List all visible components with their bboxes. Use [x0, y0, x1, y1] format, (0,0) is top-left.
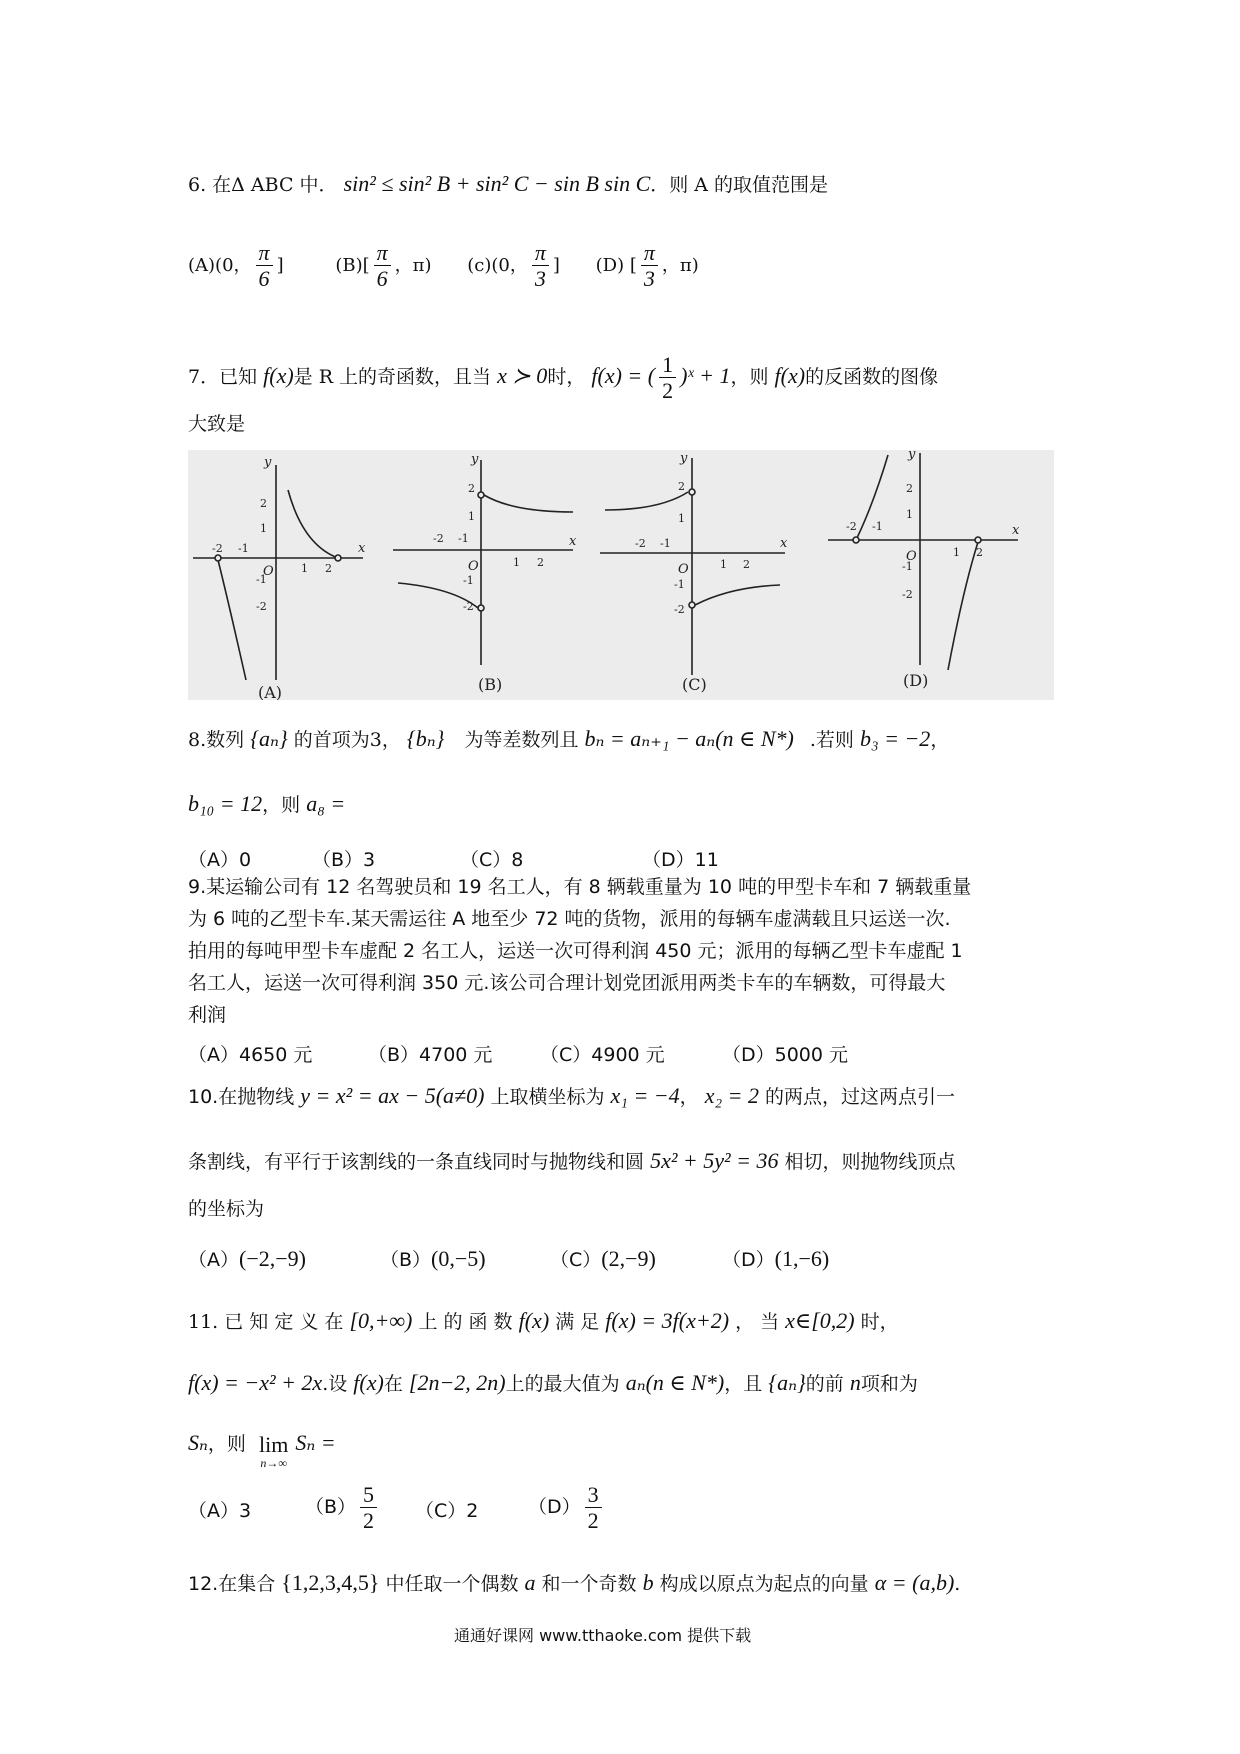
q11-interval: [2n−2, 2n) — [408, 1370, 506, 1395]
q11-option-a: （A）3 — [188, 1500, 252, 1522]
svg-text:-2: -2 — [256, 600, 267, 613]
q7-graph-options — [188, 450, 1054, 700]
graph-c-open-point-top — [689, 489, 695, 495]
svg-text:2: 2 — [260, 497, 267, 510]
q7-function: f(x) = ( $\frac{1}{2}$ )ˣ + 1 — [591, 352, 731, 404]
q11-option-d: （D） $\frac{3}{2}$ — [528, 1482, 606, 1534]
graph-b-open-point-top — [478, 492, 484, 498]
q8-option-c: （C）8 — [460, 849, 524, 871]
q10-stem: 10.在抛物线 y = x² = ax − 5(a≠0) 上取横坐标为 x₁ = −4， x₂ = 2 的两点，过这两点引一 — [188, 1083, 956, 1108]
q9-line1: 9.某运输公司有 12 名驾驶员和 19 名工人，有 8 辆载重量为 10 吨的甲型卡车和 7 辆载重量 — [188, 876, 972, 898]
svg-text:1: 1 — [678, 512, 685, 525]
q8-stem-line2: b₁₀ = 12，则 a₈ = — [188, 791, 346, 816]
svg-text:2: 2 — [743, 558, 750, 571]
q8-a8: a₈ = — [306, 791, 346, 816]
graph-b-x-label: x — [569, 534, 577, 549]
graph-b-y-label: y — [471, 452, 479, 467]
q6-stem-text-2: ．则 A 的取值范围是 — [650, 174, 829, 196]
q8-b10: b₁₀ = 12 — [188, 791, 263, 816]
q7-condition: x ≻ 0 — [497, 362, 548, 388]
q12-vector: α = (a,b) — [874, 1570, 955, 1595]
graph-c-origin: O — [678, 562, 689, 577]
page-footer: 通通好课网 www.tthaoke.com 提供下载 — [454, 1626, 752, 1645]
q11-option-b: （B） $\frac{5}{2}$ — [305, 1482, 381, 1534]
svg-text:2: 2 — [906, 482, 913, 495]
q10-circle: 5x² + 5y² = 36 — [650, 1148, 779, 1173]
q10-stem-line2: 条割线，有平行于该割线的一条直线同时与抛物线和圆 5x² + 5y² = 36 相切，则抛物线顶点 — [188, 1148, 956, 1173]
q11-relation: f(x) = 3f(x+2) — [605, 1308, 730, 1333]
svg-text:1: 1 — [260, 522, 267, 535]
svg-text:-2: -2 — [902, 588, 913, 601]
q7-stem: 7．已知 f(x)是 R 上的奇函数，且当 x ≻ 0时， f(x) = ( $\frac{1}{2}$ )ˣ + 1，则 f(x)的反函数的图像 — [188, 352, 939, 404]
graph-a-label: (A) — [258, 683, 283, 700]
q11-an: aₙ(n ∈ N*) — [625, 1370, 725, 1395]
svg-text:2: 2 — [325, 562, 332, 575]
q11-limit: lim n→∞ — [258, 1432, 289, 1471]
q8-stem: 8.数列 {aₙ} 的首项为3， {bₙ} 为等差数列且 bₙ = aₙ₊₁ − aₙ(n ∈ N*) .若则 b₃ = −2， — [188, 726, 950, 751]
svg-text:-1: -1 — [256, 573, 267, 586]
q6-option-c: (c)(0， $\frac{\pi}{3}$ ] — [467, 240, 560, 292]
q6-stem — [188, 173, 828, 195]
q6-option-a: (A)(0， $\frac{\pi}{6}$ ] — [188, 240, 284, 292]
svg-text:-2: -2 — [635, 537, 646, 550]
graph-scan-background — [188, 450, 1054, 700]
q9-line2: 为 6 吨的乙型卡车.某天需运往 A 地至少 72 吨的货物，派用的每辆车虚满载且只运送一次. — [188, 908, 951, 930]
svg-text:1: 1 — [513, 556, 520, 569]
graph-c-label: (C) — [682, 675, 707, 694]
q9-option-b: （B）4700 元 — [368, 1044, 493, 1066]
svg-text:-2: -2 — [212, 542, 223, 555]
q9-option-a: （A）4650 元 — [188, 1044, 313, 1066]
q6-option-b: (B)[ $\frac{\pi}{6}$ ，π) — [335, 240, 432, 292]
q8-b3: b₃ = −2 — [859, 726, 931, 751]
q9-line4: 名工人，运送一次可得利润 350 元.该公司合理计划党团派用两类卡车的车辆数，可得最大 — [188, 972, 946, 994]
graph-c-x-label: x — [780, 536, 788, 551]
q8-recurrence: bₙ = aₙ₊₁ − aₙ(n ∈ N*) — [584, 726, 794, 751]
q11-domain: [0,+∞) — [349, 1308, 413, 1333]
q10-x2: x₂ = 2 — [704, 1083, 759, 1108]
q10-option-c: （C）(2,−9) — [550, 1246, 656, 1271]
svg-text:-2: -2 — [463, 600, 474, 613]
svg-text:2: 2 — [976, 546, 983, 559]
svg-text:2: 2 — [537, 556, 544, 569]
svg-text:-2: -2 — [433, 532, 444, 545]
q10-option-a: （A）(−2,−9) — [188, 1246, 306, 1271]
svg-text:-1: -1 — [872, 520, 883, 533]
svg-text:-2: -2 — [846, 520, 857, 533]
q6-stem-text: 6. 在Δ ABC 中． — [188, 174, 338, 196]
q11-x-range: x∈[0,2) — [785, 1308, 855, 1333]
svg-text:-2: -2 — [674, 603, 685, 616]
q11-option-c: （C）2 — [415, 1500, 479, 1522]
svg-text:1: 1 — [301, 562, 308, 575]
q10-x1: x₁ = −4 — [610, 1083, 680, 1108]
q11-stem-line3: Sₙ，则 lim n→∞ Sₙ = — [188, 1430, 336, 1471]
q10-option-b: （B）(0,−5) — [380, 1246, 486, 1271]
q9-line5: 利润 — [188, 1004, 227, 1026]
q11-definition: f(x) = −x² + 2x — [188, 1370, 323, 1395]
q12-set: {1,2,3,4,5} — [281, 1570, 380, 1595]
svg-text:-1: -1 — [238, 542, 249, 555]
graph-d-open-point-left — [853, 537, 859, 543]
q6-options — [188, 240, 699, 292]
q10-option-d: （D）(1,−6) — [722, 1246, 830, 1271]
svg-text:-1: -1 — [660, 537, 671, 550]
q9-option-c: （C）4900 元 — [540, 1044, 665, 1066]
graph-a-x-label: x — [358, 541, 366, 556]
q10-stem-line3: 的坐标为 — [188, 1198, 265, 1220]
svg-text:1: 1 — [906, 508, 913, 521]
svg-text:1: 1 — [720, 558, 727, 571]
q8-seq-a: {aₙ} — [250, 726, 288, 751]
graph-a-y-label: y — [264, 455, 272, 470]
svg-text:-1: -1 — [674, 578, 685, 591]
svg-text:-1: -1 — [458, 532, 469, 545]
q8-option-b: （B）3 — [312, 849, 376, 871]
q8-option-a: （A）0 — [188, 849, 252, 871]
q7-stem-line2: 大致是 — [188, 413, 246, 435]
graph-b-label: (B) — [478, 675, 503, 694]
graph-a-open-point-right — [335, 555, 341, 561]
svg-text:2: 2 — [468, 482, 475, 495]
q11-stem-line2: f(x) = −x² + 2x.设 f(x)在 [2n−2, 2n)上的最大值为 aₙ(n ∈ N*)，且 {aₙ}的前 n项和为 — [188, 1370, 918, 1395]
graph-d-y-label: y — [908, 450, 916, 462]
graph-a-origin: O — [263, 564, 274, 579]
svg-text:-1: -1 — [902, 560, 913, 573]
graph-d-label: (D) — [903, 671, 929, 690]
q8-option-d: （D）11 — [642, 849, 719, 871]
q8-seq-b: {bₙ} — [406, 726, 445, 751]
q9-line3: 拍用的每吨甲型卡车虚配 2 名工人，运送一次可得利润 450 元；派用的每辆乙型卡车虚配 1 — [188, 940, 963, 962]
graph-d-origin: O — [906, 549, 917, 564]
q11-stem: 11. 已 知 定 义 在 [0,+∞) 上 的 函 数 f(x) 满 足 f(x) = 3f(x+2) ， 当 x∈[0,2) 时， — [188, 1308, 899, 1333]
svg-text:-1: -1 — [463, 574, 474, 587]
graph-d-x-label: x — [1012, 523, 1020, 538]
svg-text:1: 1 — [953, 546, 960, 559]
graph-a-open-point-left — [215, 555, 221, 561]
q7-fx: f(x) — [263, 362, 294, 388]
q6-option-d: (D) [ $\frac{\pi}{3}$ ，π) — [595, 240, 699, 292]
svg-text:2: 2 — [678, 480, 685, 493]
q12-stem: 12.在集合 {1,2,3,4,5} 中任取一个偶数 a 和一个奇数 b 构成以原点为起点的向量 α = (a,b). — [188, 1570, 961, 1595]
graph-d-open-point-right — [975, 537, 981, 543]
q10-parabola: y = x² = ax − 5(a≠0) — [300, 1083, 485, 1108]
q9-option-d: （D）5000 元 — [722, 1044, 849, 1066]
graph-c-open-point-bottom — [689, 602, 695, 608]
graph-b-origin: O — [468, 559, 479, 574]
graph-b-open-point-bottom — [478, 605, 484, 611]
q6-inequality: sin² ≤ sin² B + sin² C − sin B sin C — [343, 171, 651, 196]
svg-text:1: 1 — [468, 510, 475, 523]
graph-c-y-label: y — [680, 451, 688, 466]
